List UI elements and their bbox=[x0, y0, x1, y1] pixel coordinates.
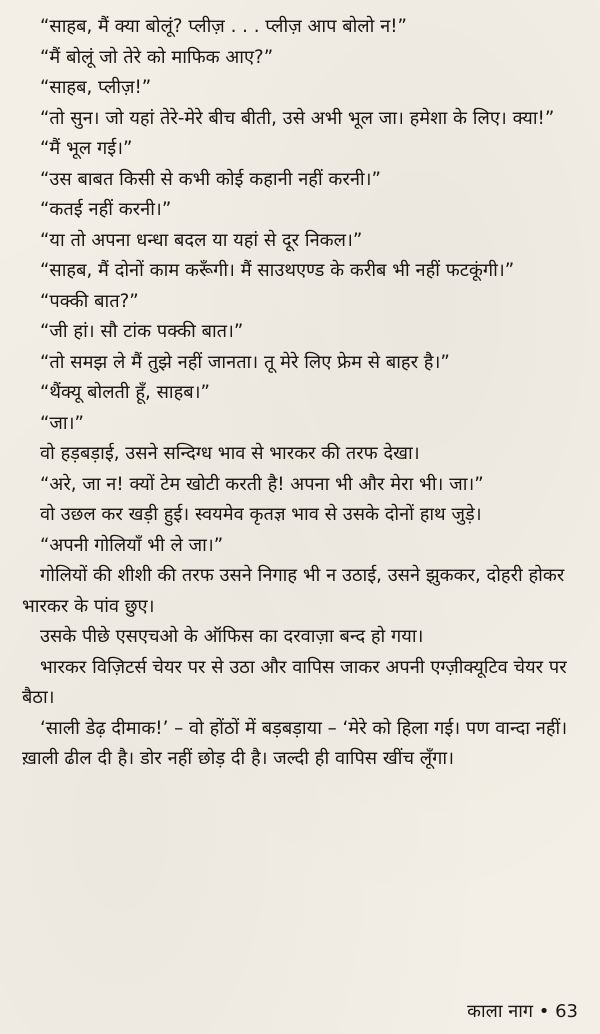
paragraph: “अरे, जा न! क्यों टेम खोटी करती है! अपना भी और मेरा भी। जा।” bbox=[40, 473, 484, 495]
paragraph: “साहब, मैं दोनों काम करूँगी। मैं साउथएण्ड के करीब भी नहीं फटकूंगी।” bbox=[40, 260, 515, 281]
paragraph: “मैं भूल गई।” bbox=[40, 138, 133, 159]
paragraph: “साहब, प्लीज़!” bbox=[40, 77, 152, 98]
paragraph: उसके पीछे एसएचओ के ऑफिस का दरवाज़ा बन्द हो गया। bbox=[40, 626, 424, 647]
paragraph: “थैंक्यू बोलती हूँ, साहब।” bbox=[40, 382, 210, 403]
paragraph: “जी हां। सौ टांक पक्की बात।” bbox=[40, 321, 244, 342]
paragraph: “या तो अपना धन्धा बदल या यहां से दूर निकल।” bbox=[40, 229, 363, 251]
page-footer bbox=[467, 1000, 578, 1024]
paragraph: “तो सुन। जो यहां तेरे-मेरे बीच बीती, उसे अभी भूल जा। हमेशा के लिए। क्या!” bbox=[40, 107, 555, 129]
paragraph: “साहब, मैं क्या बोलूं? प्लीज़ . . . प्लीज़ आप बोलो न!” bbox=[40, 16, 407, 37]
paragraph: वो उछल कर खड़ी हुई। स्वयमेव कृतज्ञ भाव से उसके दोनों हाथ जुड़े। bbox=[40, 504, 482, 525]
paragraph: “मैं बोलूं जो तेरे को माफिक आए?” bbox=[40, 46, 274, 68]
page-number: 63 bbox=[555, 1001, 578, 1022]
paragraph: गोलियों की शीशी की तरफ उसने निगाह भी न उठाई, उसने झुककर, दोहरी होकर भारकर के पांव छुए। bbox=[22, 565, 565, 617]
paragraph: “जा।” bbox=[40, 412, 84, 434]
paragraph: वो हड़बड़ाई, उसने सन्दिग्ध भाव से भारकर की तरफ देखा। bbox=[40, 443, 420, 464]
paragraph: ‘साली डेढ़ दीमाक!’ – वो होंठों में बड़बड़ाया – ‘मेरे को हिला गई। पण वान्दा नहीं। ख़ाली ढील दी है। डोर नहीं छोड़ दी है। जल्दी ही वापिस खींच लूँगा। bbox=[22, 717, 568, 769]
paragraph: “तो समझ ले मैं तुझे नहीं जानता। तू मेरे लिए फ्रेम से बाहर है।” bbox=[40, 351, 450, 373]
book-title: काला नाग bbox=[467, 1001, 533, 1022]
paragraph: “उस बाबत किसी से कभी कोई कहानी नहीं करनी।” bbox=[40, 168, 381, 190]
paragraph: “पक्की बात?” bbox=[40, 290, 139, 312]
paragraph: भारकर विज़िटर्स चेयर पर से उठा और वापिस जाकर अपनी एग्ज़ीक्यूटिव चेयर पर बैठा। bbox=[22, 656, 567, 708]
paragraph: “अपनी गोलियाँ भी ले जा।” bbox=[40, 534, 224, 556]
footer-separator: • bbox=[538, 1001, 550, 1022]
body-text bbox=[22, 12, 578, 775]
paragraph: “कतई नहीं करनी।” bbox=[40, 199, 172, 220]
